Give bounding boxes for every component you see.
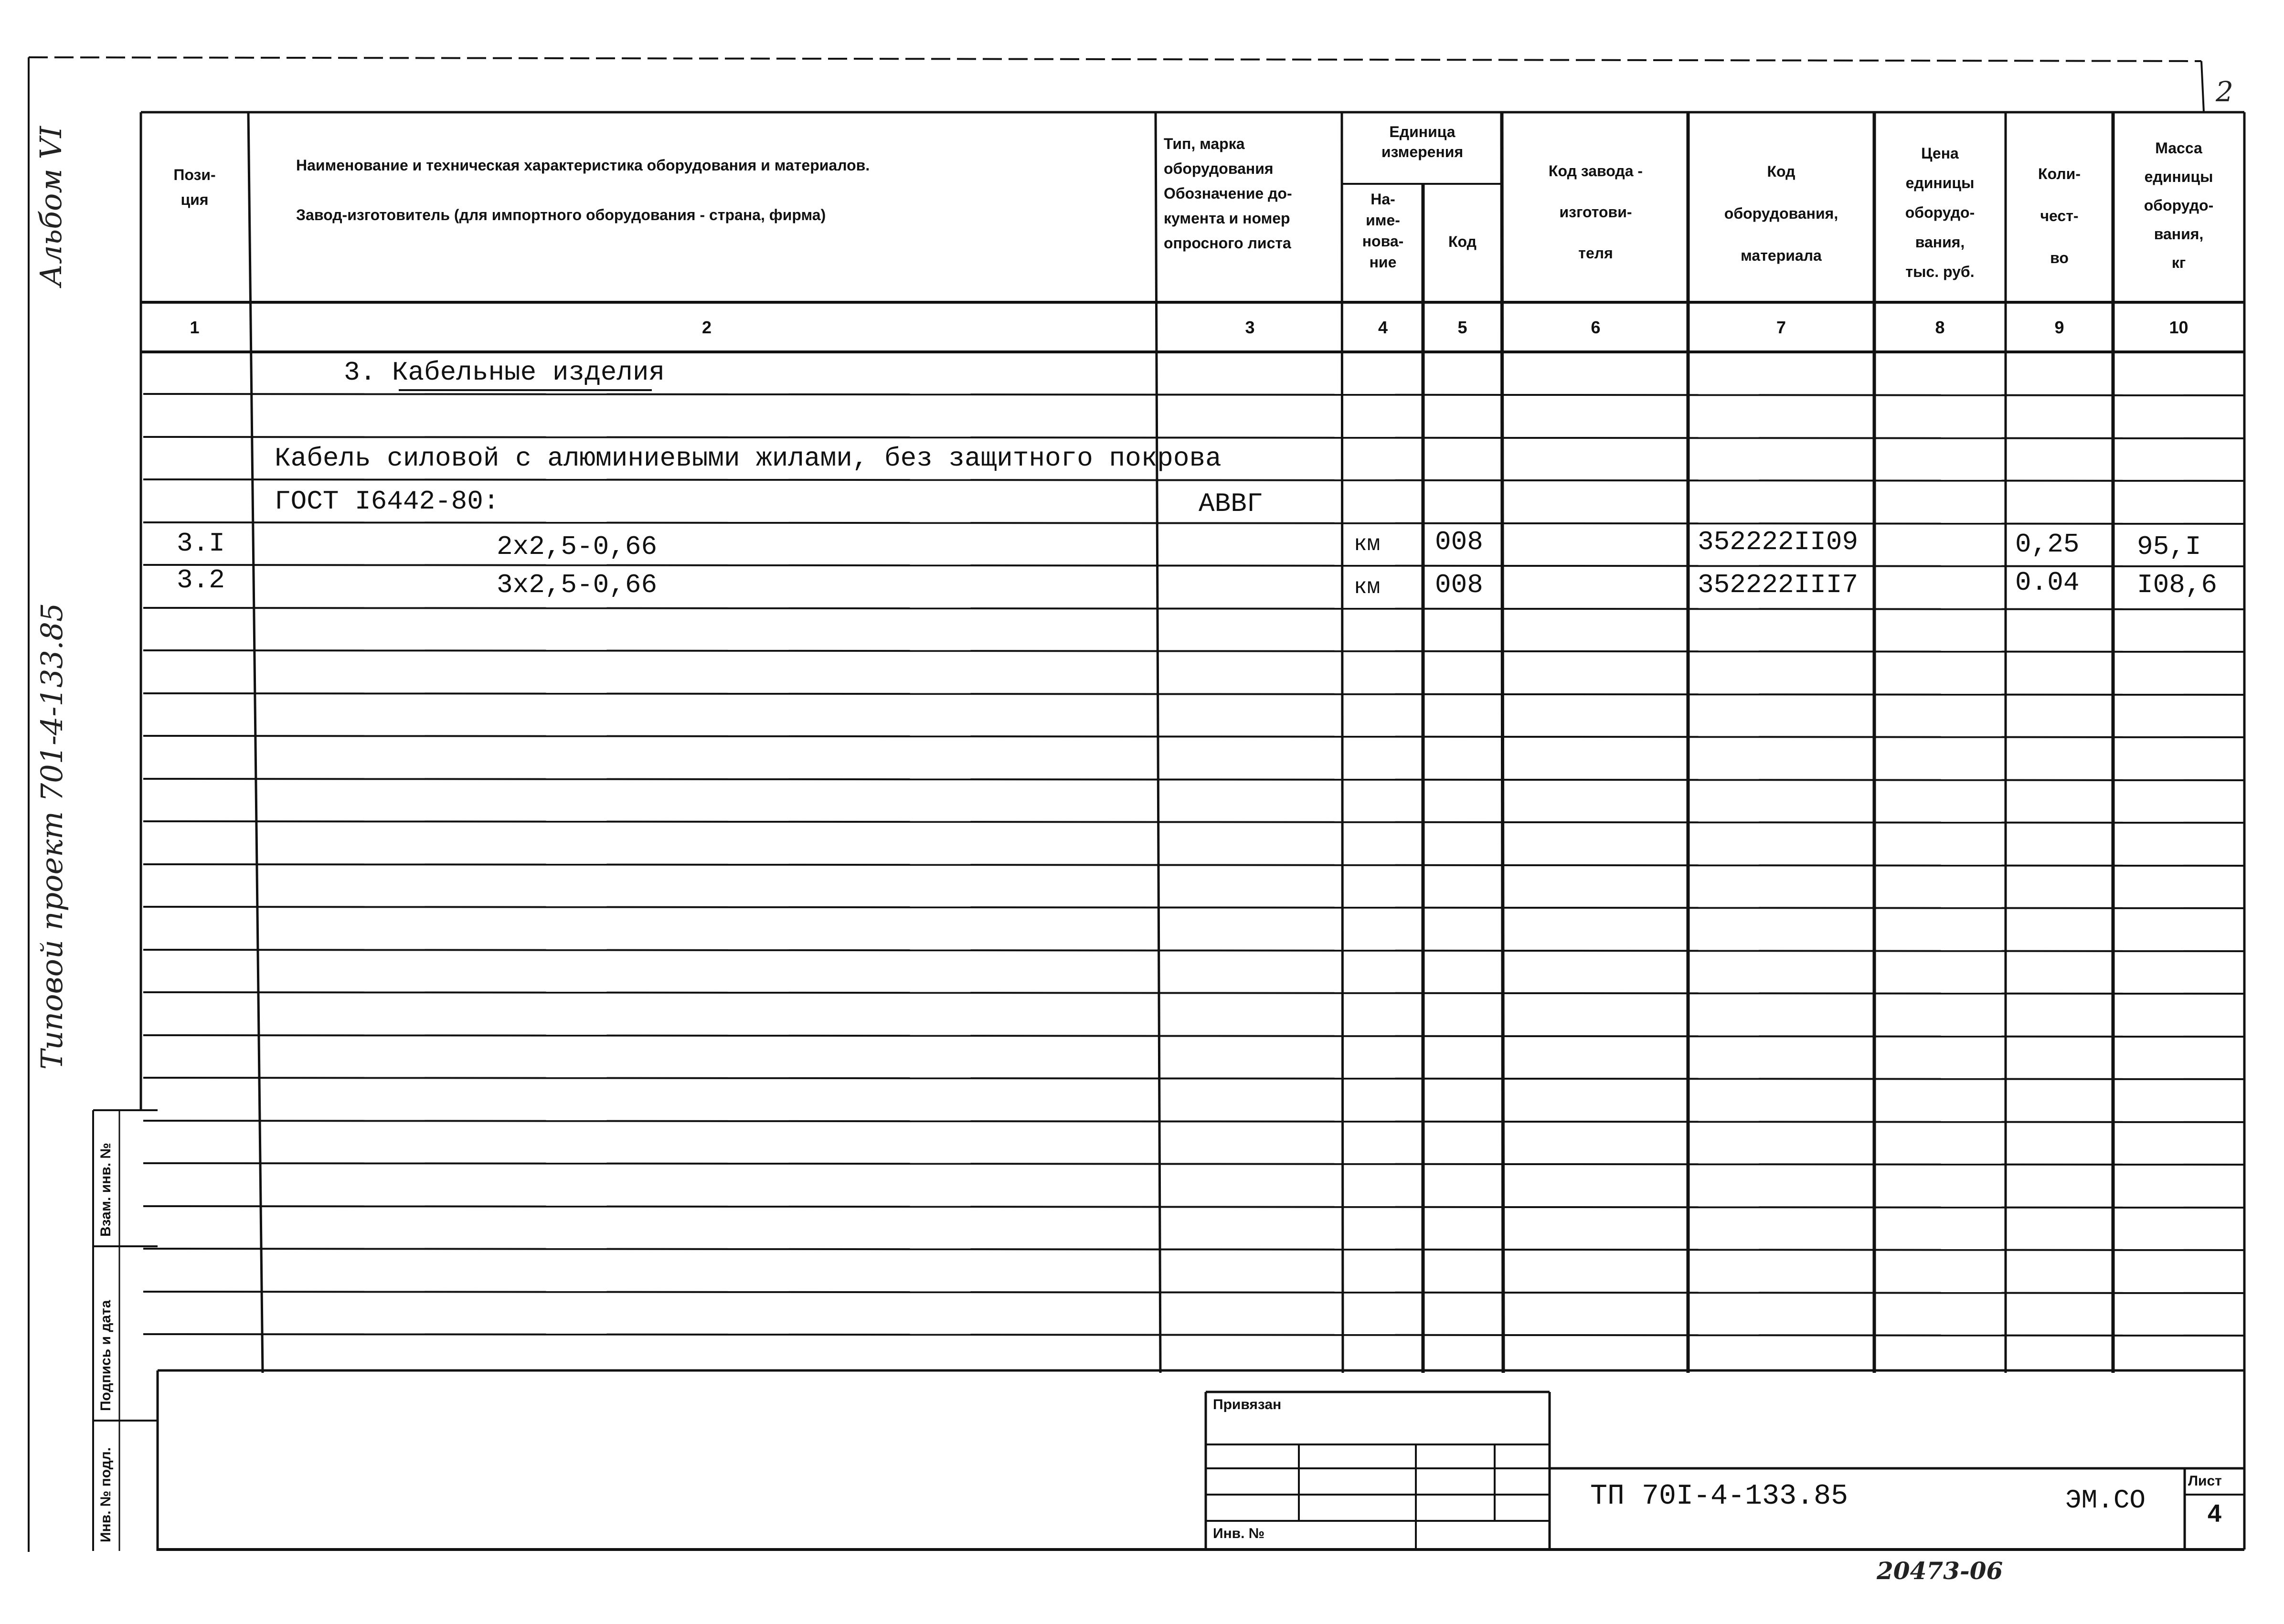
header-col-8: Цена единицы оборудо- вания, тыс. руб. [1905,145,1975,280]
row-divider [143,693,2244,695]
header-col-3: Тип, марка оборудования Обозначение до- кумента и номер опросного листа [1164,135,1292,252]
row-divider [143,1206,2244,1208]
header-col-7: Код оборудования, материала [1724,163,1838,264]
bottom-inventory-note: 20473-06 [1877,1557,2003,1585]
col-number-7: 7 [1776,318,1786,337]
row-divider [143,394,2244,395]
row-3-2-unit-code: 008 [1435,570,1483,600]
document-code: ЭМ.СО [2065,1485,2146,1516]
row-divider [143,608,2244,609]
row-divider [143,950,2244,951]
row-divider [143,650,2244,652]
privyazan-label: Привязан [1213,1397,1282,1412]
row-divider [143,437,2244,438]
table-row-standard: ГОСТ I6442-80: [275,486,499,517]
row-divider [143,1078,2244,1079]
header-col-5: Код [1448,233,1477,250]
col-number-3: 3 [1245,318,1255,337]
row-3-2-mass: I08,6 [2137,570,2218,600]
row-divider [143,1163,2244,1165]
header-col-1: Пози- ция [173,166,216,208]
row-3-2-position: 3.2 [177,565,225,595]
row-3-1-qty: 0,25 [2015,529,2080,560]
header-col-6: Код завода - изготови- теля [1548,162,1643,262]
sheet-label: Лист [2188,1473,2222,1489]
album-note: Альбом VI [33,126,68,287]
col-number-2: 2 [701,318,712,337]
row-3-1-name: 2х2,5-0,66 [497,531,658,562]
col-number-9: 9 [2054,318,2064,337]
table-row-description: Кабель силовой с алюминиевыми жилами, без защитного покрова [275,443,1222,474]
row-3-2-unit: км [1354,575,1381,600]
row-divider [143,907,2244,908]
header-col-9: Коли- чест- во [2038,165,2081,266]
header-col-2: Наименование и техническая характеристика оборудования и материалов. Завод-изготовитель (для импортного оборудования - страна, фирма) [296,157,870,223]
row-divider [143,1035,2244,1037]
row-divider [143,1334,2244,1336]
col-number-6: 6 [1591,318,1601,337]
col-number-4: 4 [1378,318,1388,337]
stamp-podpis-data: Подпись и дата [98,1300,114,1411]
row-divider [143,565,2244,566]
stamp-inv-no-podl: Инв. № подл. [98,1447,114,1542]
row-divider [143,479,2244,481]
row-3-1-code: 352222II09 [1698,527,1859,557]
col-number-8: 8 [1935,318,1945,337]
project-note: Типовой проект 701-4-133.85 [34,603,69,1070]
row-3-2-name: 3х2,5-0,66 [497,570,658,600]
stamp-vzam-inv: Взам. инв. № [98,1143,114,1237]
header-col-4: На- име- нова- ние [1362,191,1404,271]
document-designation: ТП 70I-4-133.85 [1590,1480,1848,1513]
row-divider [143,779,2244,780]
row-divider [143,821,2244,823]
row-divider [143,736,2244,737]
section-heading: 3. Кабельные изделия [344,357,665,388]
inv-no-label: Инв. № [1213,1526,1265,1541]
section-heading-underline [399,389,652,391]
header-col-10: Масса единицы оборудо- вания, кг [2144,139,2214,271]
cable-type: АВВГ [1199,488,1263,519]
row-3-1-unit: км [1354,532,1381,557]
row-3-1-unit-code: 008 [1435,527,1483,557]
row-3-2-qty: 0.04 [2015,567,2080,598]
col-number-5: 5 [1457,318,1467,337]
header-unit-group: Единица измерения [1381,123,1464,160]
row-3-1-position: 3.I [177,528,225,559]
row-divider [143,1292,2244,1293]
row-3-1-mass: 95,I [2137,531,2201,562]
col-number-10: 10 [2169,318,2188,337]
row-divider [143,992,2244,994]
row-divider [143,1121,2244,1122]
col-number-1: 1 [190,318,200,337]
page-corner-number: 2 [2216,75,2233,108]
sheet-number: 4 [2208,1500,2221,1528]
row-3-2-code: 352222III7 [1698,570,1859,600]
row-divider [143,864,2244,866]
row-divider [143,522,2244,524]
row-divider [143,1249,2244,1250]
